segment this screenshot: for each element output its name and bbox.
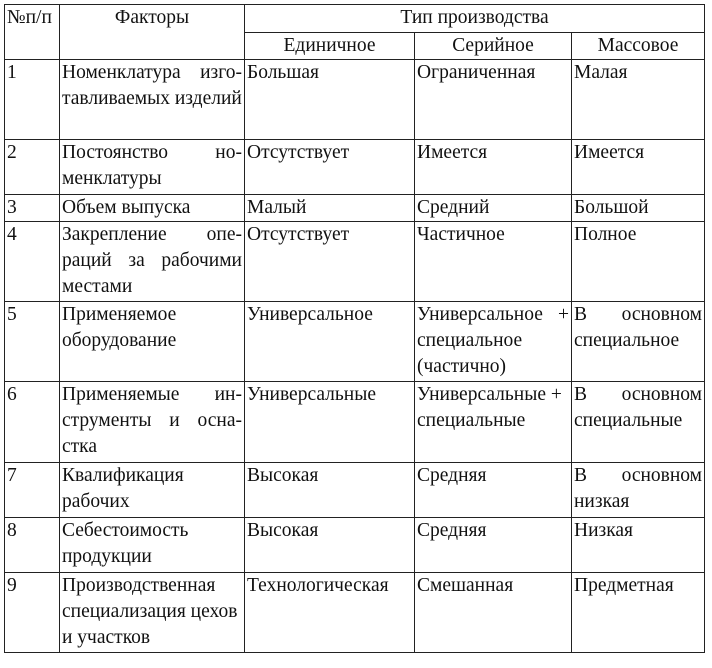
row-serial: Средняя	[415, 463, 572, 518]
row-factor: Себестоимость продукции	[60, 518, 245, 573]
row-factor: Номенклатура изготавливаемых изделий	[60, 60, 245, 140]
table-row	[5, 140, 705, 195]
table-row	[5, 573, 705, 653]
table-row	[5, 60, 705, 140]
row-num: 9	[5, 573, 60, 653]
row-single: Универсальное	[245, 302, 415, 382]
row-num: 1	[5, 60, 60, 140]
table-row	[5, 463, 705, 518]
row-mass: Большой	[572, 195, 705, 222]
header-production-type: Тип производства	[245, 5, 705, 33]
row-factor: Производственная специализация цехов и участков	[60, 573, 245, 653]
row-single: Отсутствует	[245, 222, 415, 302]
row-num: 2	[5, 140, 60, 195]
row-factor: Закрепление операций за рабочими местами	[60, 222, 245, 302]
row-single: Технологическая	[245, 573, 415, 653]
header-serial: Серийное	[415, 33, 572, 60]
row-factor: Применяемые инструменты и оснастка	[60, 382, 245, 463]
row-num: 8	[5, 518, 60, 573]
row-serial: Средняя	[415, 518, 572, 573]
row-factor: Постоянство номенклатуры	[60, 140, 245, 195]
header-num: №п/п	[5, 5, 60, 60]
row-mass: В основном специальное	[572, 302, 705, 382]
row-single: Высокая	[245, 463, 415, 518]
table-row	[5, 302, 705, 382]
row-mass: Низкая	[572, 518, 705, 573]
row-mass: В основном низкая	[572, 463, 705, 518]
row-factor: Применяемое оборудование	[60, 302, 245, 382]
row-num: 6	[5, 382, 60, 463]
row-single: Универсальные	[245, 382, 415, 463]
row-mass: Предметная	[572, 573, 705, 653]
production-types-table	[4, 4, 705, 653]
header-mass: Массовое	[572, 33, 705, 60]
header-single: Единичное	[245, 33, 415, 60]
row-single: Высокая	[245, 518, 415, 573]
header-row	[5, 5, 705, 33]
header-factors: Факторы	[60, 5, 245, 60]
row-single: Большая	[245, 60, 415, 140]
table-row	[5, 382, 705, 463]
row-single: Малый	[245, 195, 415, 222]
row-mass: Полное	[572, 222, 705, 302]
row-num: 4	[5, 222, 60, 302]
row-serial: Имеется	[415, 140, 572, 195]
row-mass: Малая	[572, 60, 705, 140]
row-serial: Универсальные + специальные	[415, 382, 572, 463]
table-row	[5, 518, 705, 573]
table-row	[5, 195, 705, 222]
row-mass: В основном специальные	[572, 382, 705, 463]
row-serial: Средний	[415, 195, 572, 222]
row-num: 3	[5, 195, 60, 222]
row-single: Отсутствует	[245, 140, 415, 195]
row-serial: Частичное	[415, 222, 572, 302]
row-num: 5	[5, 302, 60, 382]
row-num: 7	[5, 463, 60, 518]
row-factor: Квалификация рабочих	[60, 463, 245, 518]
row-factor: Объем выпуска	[60, 195, 245, 222]
row-serial: Смешанная	[415, 573, 572, 653]
table-row	[5, 222, 705, 302]
row-serial: Универсальное + специальное (частично)	[415, 302, 572, 382]
row-serial: Ограниченная	[415, 60, 572, 140]
row-mass: Имеется	[572, 140, 705, 195]
